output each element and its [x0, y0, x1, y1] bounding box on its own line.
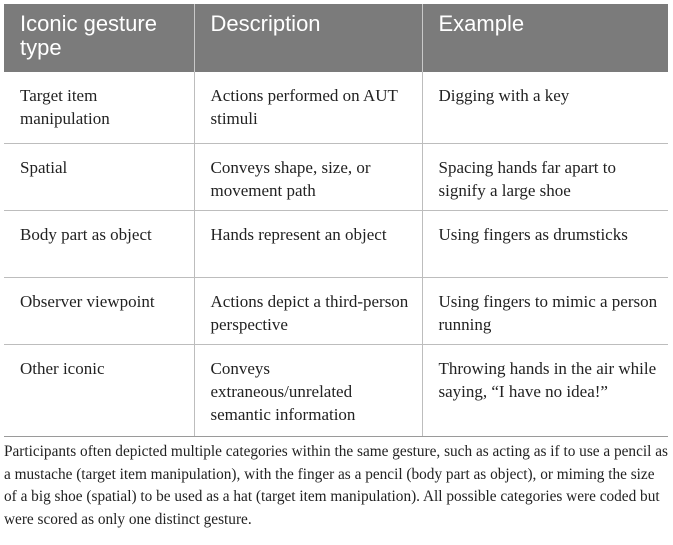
header-row: [4, 4, 668, 72]
table-row: [4, 210, 668, 277]
cell-example: Digging with a key: [422, 72, 668, 143]
header-description: Description: [194, 4, 422, 72]
gesture-type-table: [4, 4, 668, 437]
table-body: [4, 72, 668, 436]
cell-example: Spacing hands far apart to signify a large shoe: [422, 143, 668, 210]
table-row: [4, 72, 668, 143]
header-iconic-gesture-type: Iconic gesture type: [4, 4, 194, 72]
cell-description: Hands represent an object: [194, 210, 422, 277]
cell-gesture-type: Other iconic: [4, 344, 194, 436]
table-row: [4, 143, 668, 210]
cell-gesture-type: Body part as object: [4, 210, 194, 277]
cell-example: Using fingers to mimic a person running: [422, 277, 668, 344]
cell-example: Using fingers as drumsticks: [422, 210, 668, 277]
header-example: Example: [422, 4, 668, 72]
table-footnote: Participants often depicted multiple categories within the same gesture, such as acting as if to use a pencil as a mustache (target item manipulation), with the finger as a pencil (body part as object), or miming the size of a big shoe (spatial) to be used as a hat (target item manipulation). All possible categories were coded but were scored as only one distinct gesture.: [4, 443, 668, 528]
cell-example: Throwing hands in the air while saying, “I have no idea!”: [422, 344, 668, 436]
table-row: [4, 344, 668, 436]
cell-gesture-type: Observer viewpoint: [4, 277, 194, 344]
cell-gesture-type: Target item manipulation: [4, 72, 194, 143]
cell-description: Conveys extraneous/unrelated semantic information: [194, 344, 422, 436]
table-header: [4, 4, 668, 72]
cell-description: Actions performed on AUT stimuli: [194, 72, 422, 143]
gesture-table-container: [4, 4, 668, 437]
table-row: [4, 277, 668, 344]
cell-gesture-type: Spatial: [4, 143, 194, 210]
cell-description: Conveys shape, size, or movement path: [194, 143, 422, 210]
cell-description: Actions depict a third-person perspective: [194, 277, 422, 344]
